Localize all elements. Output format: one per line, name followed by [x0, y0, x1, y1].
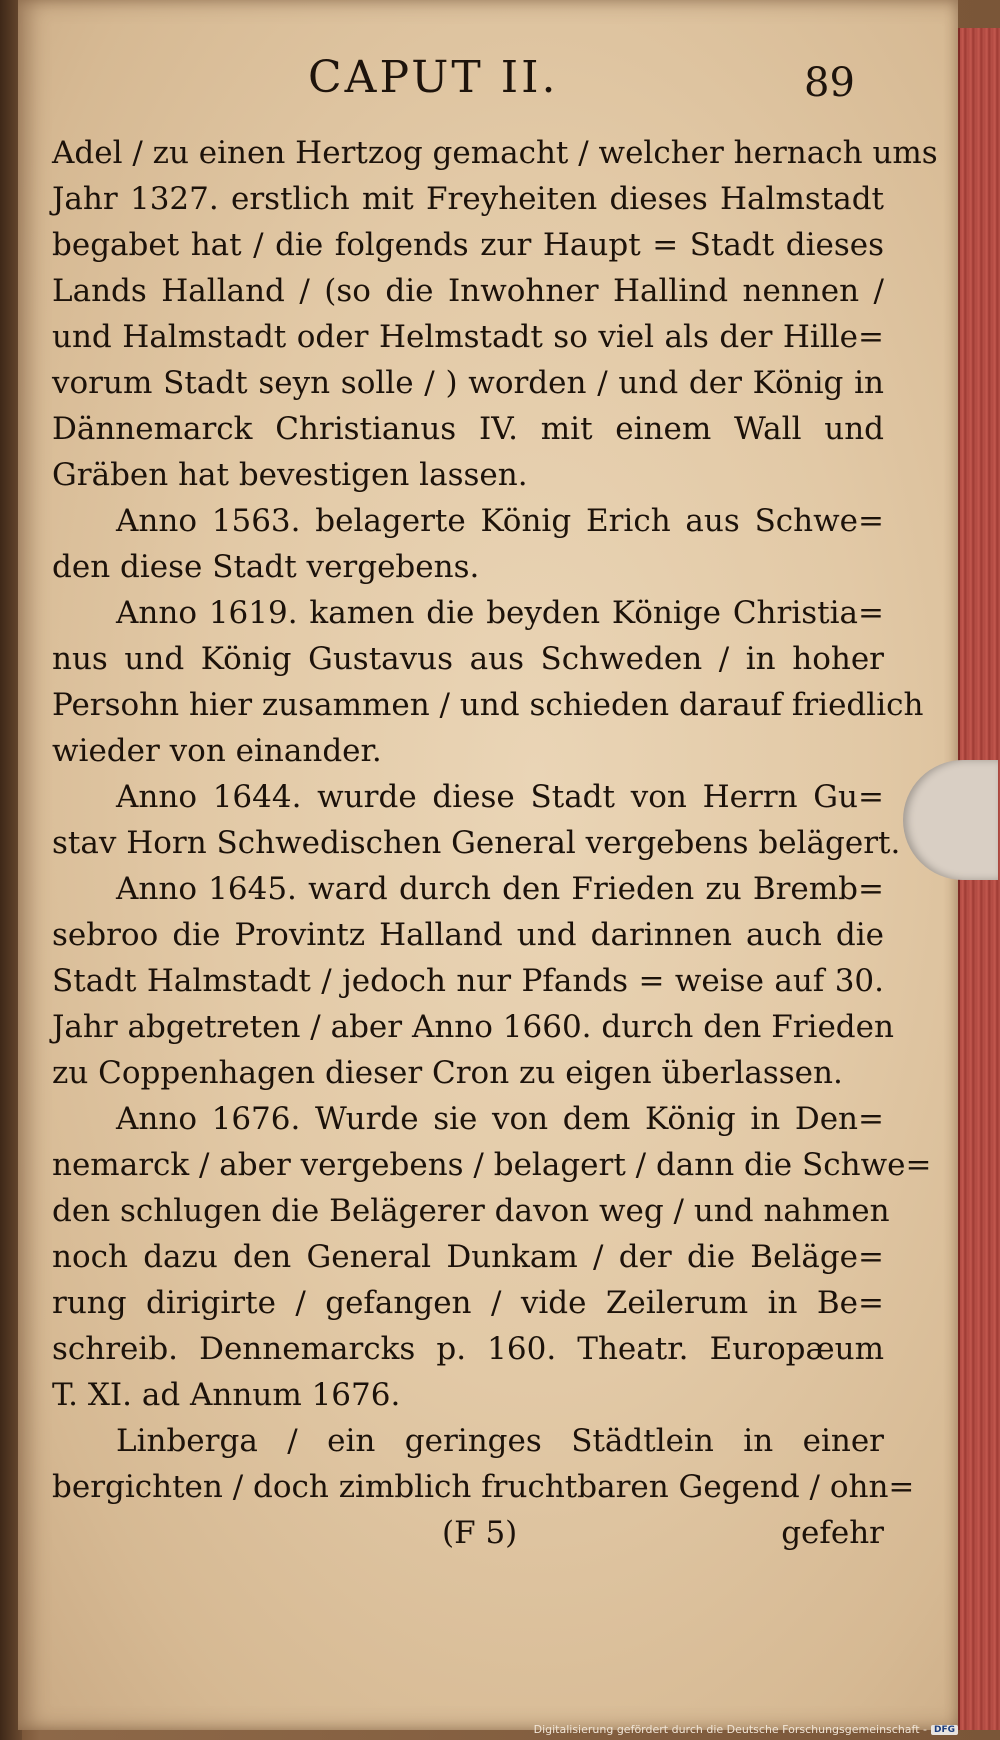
text-line: noch dazu den General Dunkam / der die Beläge=	[52, 1239, 884, 1275]
text-line: Adel / zu einen Hertzog gemacht / welcher hernach ums	[52, 135, 938, 171]
text-line: Lands Halland / (so die Inwohner Hallind nennen /	[52, 273, 884, 309]
catchword: gefehr	[781, 1515, 884, 1551]
text-line: bergichten / doch zimblich fruchtbaren Gegend / ohn=	[52, 1469, 915, 1505]
text-line: begabet hat / die folgends zur Haupt = Stadt dieses	[52, 227, 884, 263]
text-line: T. XI. ad Annum 1676.	[52, 1377, 401, 1413]
text-line: nus und König Gustavus aus Schweden / in hoher	[52, 641, 884, 677]
text-line: nemarck / aber vergebens / belagert / dann die Schwe=	[52, 1147, 932, 1183]
text-line: Dännemarck Christianus IV. mit einem Wall und	[52, 411, 884, 447]
signature-mark: (F 5)	[442, 1515, 518, 1551]
credit-text: Digitalisierung gefördert durch die Deutsche Forschungsgemeinschaft -	[533, 1723, 927, 1736]
text-line: zu Coppenhagen dieser Cron zu eigen überlassen.	[52, 1055, 843, 1091]
dfg-logo: DFG	[931, 1725, 958, 1735]
text-line: Persohn hier zusammen / und schieden darauf friedlich	[52, 687, 924, 723]
text-line: vorum Stadt seyn solle / ) worden / und der König in	[52, 365, 884, 401]
text-line: rung dirigirte / gefangen / vide Zeilerum in Be=	[52, 1285, 884, 1321]
running-head: CAPUT II.	[308, 52, 559, 103]
text-line: Anno 1676. Wurde sie von dem König in Den=	[116, 1101, 884, 1137]
text-line: Stadt Halmstadt / jedoch nur Pfands = weise auf 30.	[52, 963, 884, 999]
text-line: und Halmstadt oder Helmstadt so viel als der Hille=	[52, 319, 884, 355]
text-line: schreib. Dennemarcks p. 160. Theatr. Europæum	[52, 1331, 884, 1367]
text-line: Anno 1645. ward durch den Frieden zu Bremb=	[116, 871, 884, 907]
text-line: Jahr abgetreten / aber Anno 1660. durch den Frieden	[52, 1009, 894, 1045]
text-line: wieder von einander.	[52, 733, 382, 769]
text-line: den diese Stadt vergebens.	[52, 549, 480, 585]
footer-line	[52, 1510, 884, 1556]
text-line: den schlugen die Belägerer davon weg / und nahmen	[52, 1193, 890, 1229]
text-line: Anno 1644. wurde diese Stadt von Herrn Gu=	[116, 779, 884, 815]
text-line: Gräben hat bevestigen lassen.	[52, 457, 528, 493]
digitization-credit	[534, 1723, 958, 1736]
text-line: Anno 1563. belagerte König Erich aus Schwe=	[116, 503, 884, 539]
text-line: sebroo die Provintz Halland und darinnen auch die	[52, 917, 884, 953]
text-block	[52, 130, 938, 1556]
text-line: stav Horn Schwedischen General vergebens belägert.	[52, 825, 901, 861]
text-line: Anno 1619. kamen die beyden Könige Christia=	[116, 595, 884, 631]
book-page	[18, 0, 958, 1730]
text-line: Linberga / ein geringes Städtlein in einer	[116, 1423, 884, 1459]
page-number: 89	[804, 60, 855, 106]
text-line: Jahr 1327. erstlich mit Freyheiten dieses Halmstadt	[52, 181, 884, 217]
